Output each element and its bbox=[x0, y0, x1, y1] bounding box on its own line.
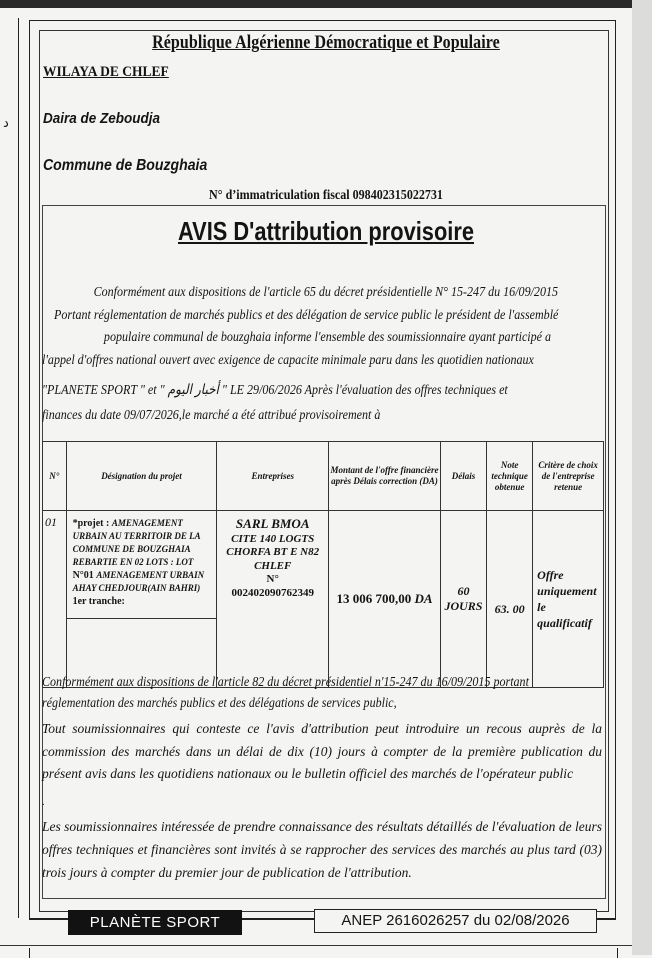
entreprise-cell bbox=[217, 511, 329, 688]
intro-line: "PLANETE SPORT " et " أخبار اليوم " LE 29/06/2026 Après l'évaluation des offres techniques et bbox=[42, 383, 508, 398]
legal-paragraph bbox=[42, 672, 575, 714]
stray-dot: . bbox=[42, 797, 45, 808]
project-text: AMENAGEMENT URBAIN AU TERRITOIR DE LA COMMUNE DE BOUZGHAIA REBARTIE EN 02 LOTS : LOT bbox=[72, 518, 201, 567]
left-column bbox=[0, 18, 19, 918]
legal-line: Conformément aux dispositions de l'article 82 du décret présidentiel n'15-247 du 16/09/2015 portant bbox=[42, 675, 529, 690]
entreprise-id: 002402090762349 bbox=[231, 586, 314, 599]
col-header-designation: Désignation du projet bbox=[66, 442, 217, 511]
entreprise-address-1: CITE 140 LOGTS bbox=[231, 532, 315, 545]
intro-paragraph bbox=[42, 282, 575, 427]
col-header-critere: Critère de choix de l'entreprise retenue bbox=[533, 442, 604, 511]
technical-score: 63. 00 bbox=[487, 511, 533, 688]
attribution-table bbox=[42, 441, 604, 688]
amount-cell bbox=[329, 511, 441, 688]
entreprise-name: SARL BMOA bbox=[235, 516, 310, 531]
col-header-entreprises: Entreprises bbox=[217, 442, 329, 511]
delay-cell: 60 JOURS bbox=[440, 511, 486, 688]
col-header-note: Note technique obtenue bbox=[487, 442, 533, 511]
top-bar bbox=[0, 0, 652, 8]
designation-subcell bbox=[67, 618, 217, 639]
entreprise-n: N° bbox=[266, 573, 279, 585]
right-edge bbox=[632, 0, 652, 955]
table-header-row bbox=[43, 442, 604, 511]
daira-label: Daira de Zeboudja bbox=[43, 110, 161, 127]
intro-line: finances du date 09/07/2026,le marché a été attribué provisoirement à bbox=[42, 407, 381, 423]
next-frame-top bbox=[29, 948, 618, 958]
lot-number: N°01 bbox=[72, 570, 94, 581]
amount-value: 13 006 700,00 bbox=[336, 591, 412, 606]
tranche-label: 1er tranche: bbox=[72, 596, 125, 607]
margin-fragment: د bbox=[3, 116, 9, 131]
wilaya-label: WILAYA DE CHLEF bbox=[43, 64, 169, 80]
notice-title: AVIS D'attribution provisoire bbox=[177, 216, 475, 246]
col-header-delais: Délais bbox=[440, 442, 486, 511]
row-number: 01 bbox=[43, 511, 67, 688]
newspaper-badge: PLANÈTE SPORT bbox=[68, 910, 242, 935]
commune-label: Commune de Bouzghaia bbox=[43, 157, 208, 174]
col-header-montant: Montant de l'offre financière après Délais correction (DA) bbox=[329, 442, 441, 511]
anep-reference: ANEP 2616026257 du 02/08/2026 bbox=[314, 909, 597, 933]
bottom-rule bbox=[0, 945, 632, 946]
intro-line: populaire communal de bouzghaia informe l'ensemble des soumissionnaire ayant participé a bbox=[103, 330, 552, 345]
fiscal-number: N° d’immatriculation fiscal 098402315022731 bbox=[209, 188, 443, 203]
legal-line: réglementation des marchés publics et des délégations de services public, bbox=[42, 696, 397, 711]
project-designation bbox=[66, 511, 217, 688]
recourse-paragraph: Tout soumissionnaires qui conteste ce l'avis d'attribution peut introduire un recous auprès de la commission des marchés dans un délai de dix (10) jours à compter de la première publication du présent avis dans les quotidiens nationaux ou le bulletin officiel des marchés de l'opérateur public bbox=[42, 721, 602, 781]
entreprise-city: CHLEF bbox=[254, 559, 292, 572]
col-header-num: N° bbox=[43, 442, 67, 511]
selection-criterion: Offre uniquement le qualificatif bbox=[533, 511, 604, 688]
intro-line: l'appel d'offres national ouvert avec exigence de capacite minimale paru dans les quotidien nationaux bbox=[42, 352, 534, 368]
table-row bbox=[43, 511, 604, 688]
lot-text: AMENAGEMENT URBAIN AHAY CHEDJOUR(AIN BAHRI) bbox=[72, 570, 205, 593]
amount-currency: DA bbox=[414, 591, 433, 606]
entreprise-address-2: CHORFA BT E N82 bbox=[226, 546, 320, 558]
project-label: *projet : bbox=[72, 518, 110, 529]
closing-paragraph: Les soumissionnaires intéressée de prendre connaissance des résultats détaillés de l'évaluation de leurs offres techniques et financières sont invités à se rapprocher des services des marchés au plus tard (03) trois jours à compter du premier jour de publication de l'attribution. bbox=[42, 819, 602, 880]
intro-line: Conformément aux dispositions de l'article 65 du décret présidentielle N° 15-247 du 16/09/2015 bbox=[93, 285, 559, 300]
republic-heading: République Algérienne Démocratique et Populaire bbox=[152, 32, 500, 53]
intro-line: Portant réglementation de marchés publics et des délégation de service public le président de l'assemblé bbox=[54, 307, 559, 323]
